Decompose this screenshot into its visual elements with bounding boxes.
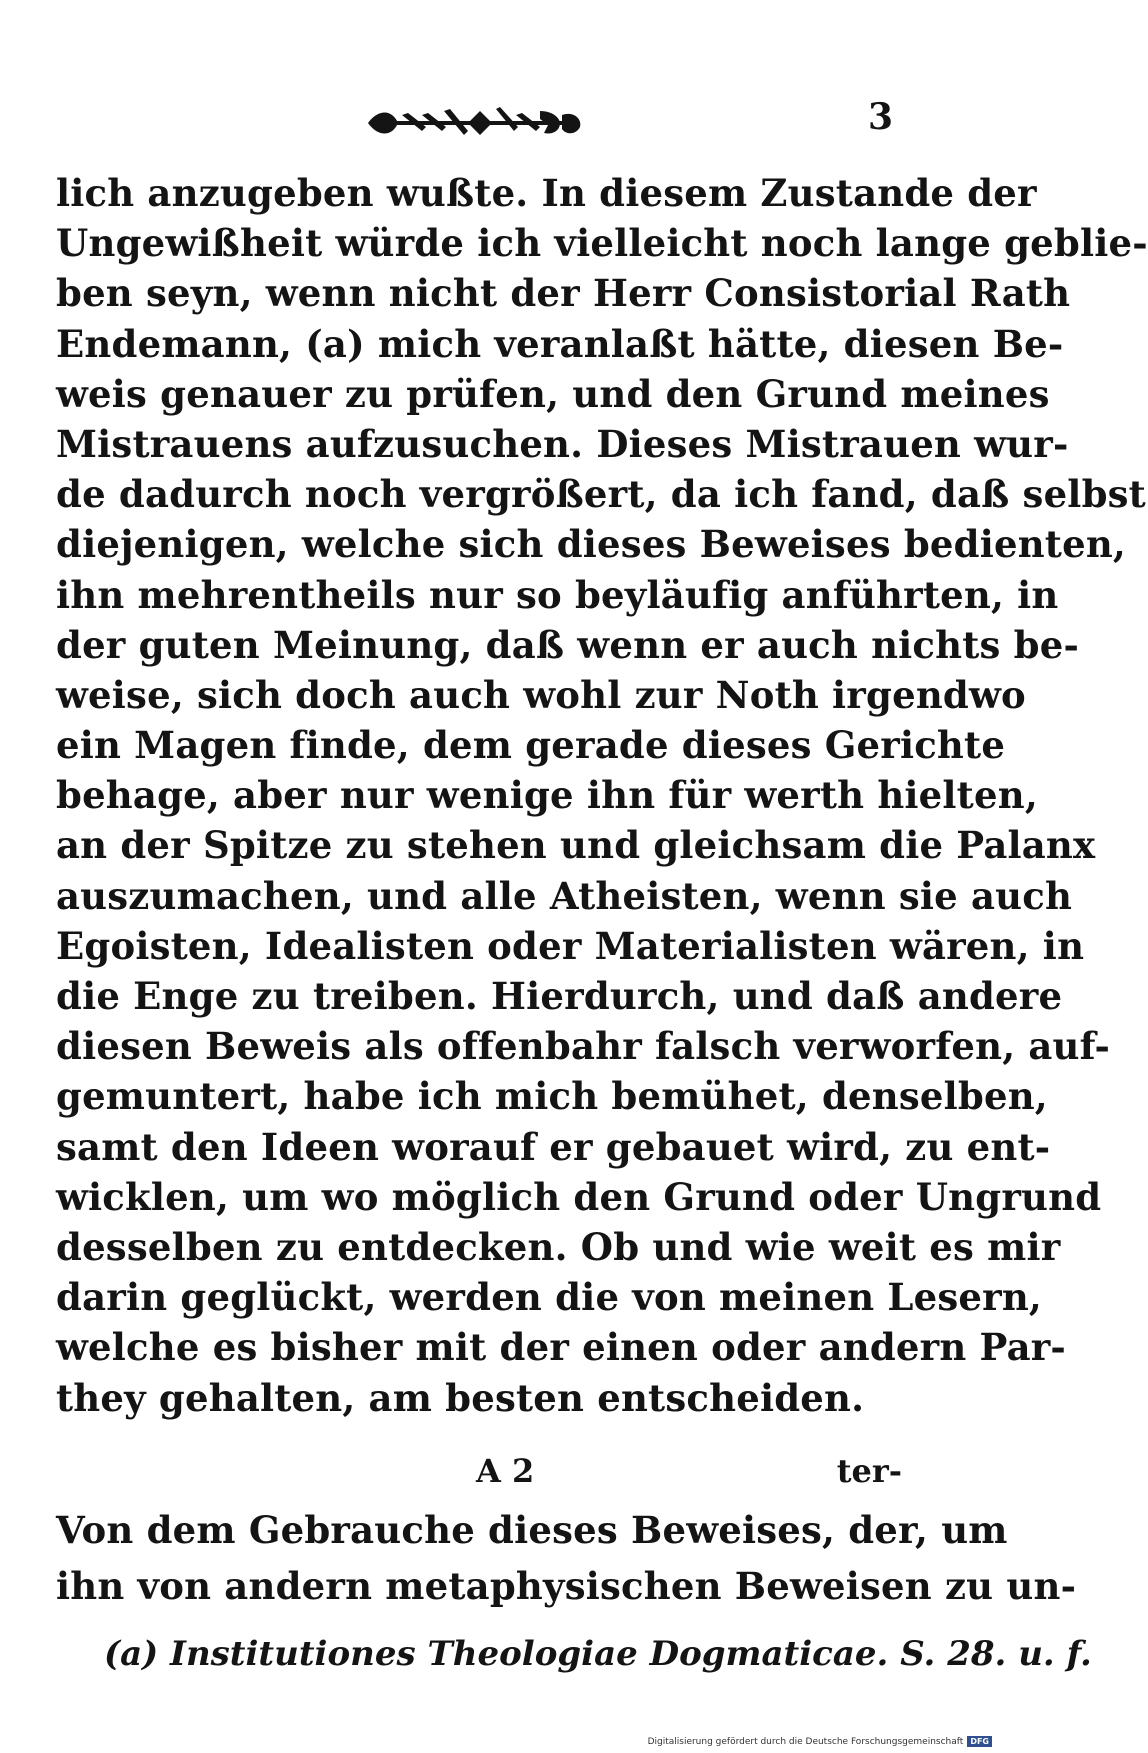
text-line: samt den Ideen worauf er gebauet wird, zu ent- (56, 1124, 1051, 1169)
page-number: 3 (868, 96, 894, 138)
continuation-text (56, 1502, 1077, 1614)
text-line: Ungewißheit würde ich vielleicht noch lange geblie- (56, 221, 1148, 266)
dfg-logo-icon: DFG (967, 1736, 992, 1747)
text-line: welche es bisher mit der einen oder andern Par- (56, 1325, 1066, 1370)
text-line: auszumachen, und alle Atheisten, wenn sie auch (56, 873, 1073, 918)
signature-mark: A 2 (476, 1452, 535, 1490)
text-line: Egoisten, Idealisten oder Materialisten wären, in (56, 923, 1085, 968)
text-line: ihn mehrentheils nur so beyläufig anführten, in (56, 572, 1059, 617)
text-line: Endemann, (a) mich veranlaßt hätte, diesen Be- (56, 321, 1064, 366)
text-line: ihn von andern metaphysischen Beweisen zu un- (56, 1564, 1077, 1608)
text-line: they gehalten, am besten entscheiden. (56, 1375, 865, 1420)
text-line: weise, sich doch auch wohl zur Noth irgendwo (56, 672, 1026, 717)
text-line: die Enge zu treiben. Hierdurch, und daß andere (56, 974, 1063, 1018)
footnote: (a) Institutiones Theologiae Dogmaticae. S. 28. u. f. (104, 1634, 1092, 1674)
text-line: ben seyn, wenn nicht der Herr Consistorial Rath (56, 271, 1071, 316)
catchword: ter- (836, 1452, 902, 1490)
signature-row (56, 1452, 902, 1496)
text-line: darin geglückt, werden die von meinen Lesern, (56, 1275, 1042, 1320)
credit-text: Digitalisierung gefördert durch die Deutsche Forschungsgemeinschaft (647, 1736, 964, 1747)
text-line: desselben zu entdecken. Ob und wie weit es mir (56, 1224, 1061, 1269)
text-line: gemuntert, habe ich mich bemühet, denselben, (56, 1074, 1048, 1119)
text-line: diejenigen, welche sich dieses Beweises bedienten, (56, 522, 1127, 567)
text-line: wicklen, um wo möglich den Grund oder Ungrund (56, 1174, 1102, 1219)
text-line: weis genauer zu prüfen, und den Grund meines (56, 371, 1050, 416)
text-line: ein Magen finde, dem gerade dieses Gerichte (56, 723, 1006, 768)
text-line: Mistrauens aufzusuchen. Dieses Mistrauen wur- (56, 421, 1069, 466)
text-line: behage, aber nur wenige ihn für werth hielten, (56, 773, 1038, 818)
text-line: der guten Meinung, daß wenn er auch nichts be- (56, 622, 1080, 667)
body-text (56, 168, 1148, 1423)
text-line: diesen Beweis als offenbahr falsch verworfen, auf- (56, 1024, 1111, 1069)
text-line: de dadurch noch vergrößert, da ich fand, daß selbst (56, 472, 1146, 517)
digitization-credit (648, 1736, 992, 1747)
header-ornament-icon (364, 105, 584, 141)
text-line: an der Spitze zu stehen und gleichsam die Palanx (56, 823, 1096, 868)
text-line: Von dem Gebrauche dieses Beweises, der, um (56, 1508, 1008, 1552)
text-line: lich anzugeben wußte. In diesem Zustande der (56, 171, 1037, 215)
